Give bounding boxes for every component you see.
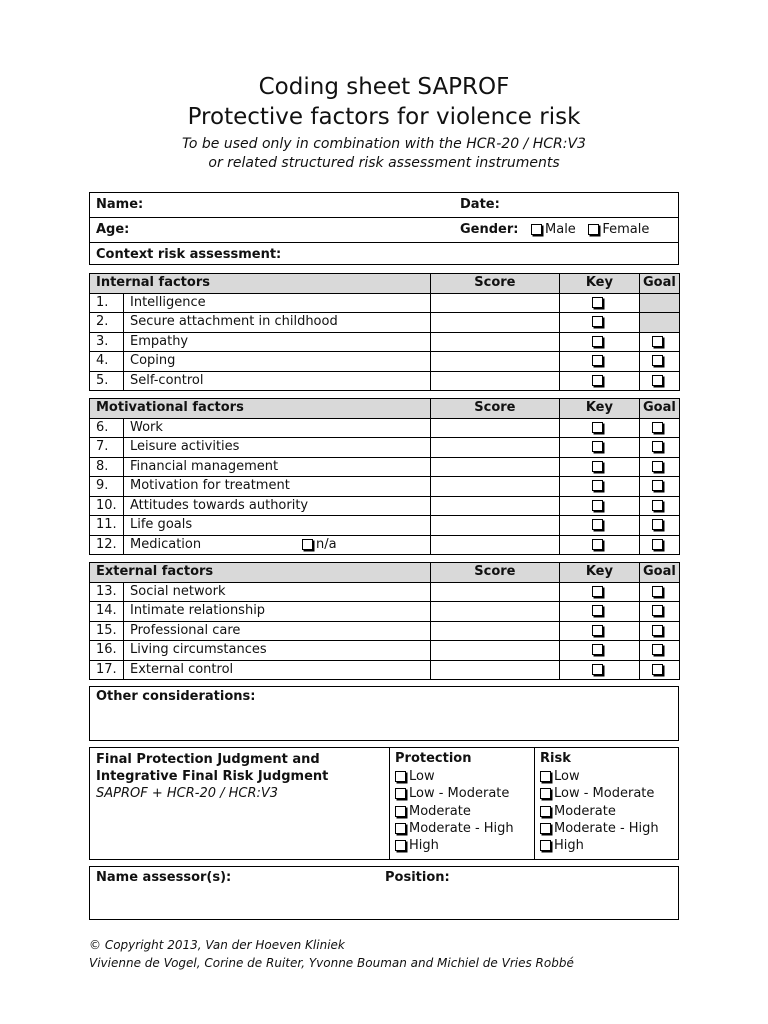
item-number: 10. <box>90 496 124 516</box>
final-judgment-box <box>89 747 679 860</box>
item-number: 13. <box>90 582 124 602</box>
score-cell[interactable] <box>430 477 559 497</box>
copyright-text: © Copyright 2013, Van der Hoeven Kliniek <box>89 938 345 952</box>
item-label: Financial management <box>124 457 431 477</box>
checkbox-icon[interactable] <box>395 840 406 851</box>
score-cell[interactable] <box>430 332 559 352</box>
risk-option-high[interactable]: High <box>540 837 659 854</box>
item-number: 16. <box>90 641 124 661</box>
judgment-title: Final Protection Judgment and Integrative Final Risk Judgment <box>96 752 329 784</box>
score-column-header: Score <box>430 274 559 294</box>
na-option[interactable]: n/a <box>302 537 337 553</box>
score-column-header: Score <box>430 399 559 419</box>
item-number: 9. <box>90 477 124 497</box>
table-row <box>90 332 680 352</box>
item-label: Intelligence <box>124 293 431 313</box>
checkbox-icon[interactable] <box>652 375 663 386</box>
item-number: 3. <box>90 332 124 352</box>
protection-option-low[interactable]: Low <box>395 768 514 785</box>
item-number: 15. <box>90 621 124 641</box>
subtitle-line1: To be used only in combination with the HCR-20 / HCR:V3 <box>182 136 586 152</box>
item-number: 2. <box>90 313 124 333</box>
checkbox-icon[interactable] <box>592 480 603 491</box>
goal-column-header: Goal <box>639 399 679 419</box>
checkbox-icon[interactable] <box>588 224 599 235</box>
table-row <box>90 418 680 438</box>
table-row <box>90 516 680 536</box>
checkbox-icon[interactable] <box>592 422 603 433</box>
key-cell <box>559 371 639 391</box>
gender-label: Gender: <box>460 222 519 237</box>
goal-cell <box>639 352 679 372</box>
table-row <box>90 477 680 497</box>
checkbox-icon[interactable] <box>592 441 603 452</box>
item-label: Secure attachment in childhood <box>124 313 431 333</box>
goal-cell <box>639 602 679 622</box>
key-cell <box>559 293 639 313</box>
checkbox-icon[interactable] <box>652 644 663 655</box>
goal-cell <box>639 332 679 352</box>
key-cell <box>559 477 639 497</box>
checkbox-icon[interactable] <box>540 806 551 817</box>
goal-cell <box>639 496 679 516</box>
checkbox-icon[interactable] <box>592 586 603 597</box>
assessor-position-label: Position: <box>385 870 450 885</box>
checkbox-icon[interactable] <box>652 586 663 597</box>
item-number: 6. <box>90 418 124 438</box>
item-label: Empathy <box>124 332 431 352</box>
item-number: 7. <box>90 438 124 458</box>
score-cell[interactable] <box>430 438 559 458</box>
item-label: Coping <box>124 352 431 372</box>
checkbox-icon[interactable] <box>652 664 663 675</box>
checkbox-icon[interactable] <box>302 539 313 550</box>
item-label: Social network <box>124 582 431 602</box>
score-cell[interactable] <box>430 660 559 680</box>
other-considerations-label: Other considerations: <box>96 689 256 704</box>
assessor-box[interactable] <box>89 866 679 920</box>
protection-option-low-moderate[interactable]: Low - Moderate <box>395 785 514 802</box>
checkbox-icon[interactable] <box>652 480 663 491</box>
key-cell <box>559 438 639 458</box>
checkbox-icon[interactable] <box>592 297 603 308</box>
item-label: Life goals <box>124 516 431 536</box>
table-row <box>90 293 680 313</box>
checkbox-icon[interactable] <box>592 644 603 655</box>
table-row <box>90 352 680 372</box>
item-number: 4. <box>90 352 124 372</box>
table-row <box>90 660 680 680</box>
item-label: Self-control <box>124 371 431 391</box>
checkbox-icon[interactable] <box>395 806 406 817</box>
judgment-subtitle: SAPROF + HCR-20 / HCR:V3 <box>96 786 279 801</box>
risk-column <box>534 748 679 859</box>
item-label: Medication <box>130 536 202 552</box>
risk-options <box>540 768 659 854</box>
protection-option-moderate-high[interactable]: Moderate - High <box>395 820 514 837</box>
gender-field <box>460 222 649 237</box>
table-row <box>90 457 680 477</box>
risk-heading: Risk <box>540 751 571 766</box>
key-cell <box>559 660 639 680</box>
key-cell <box>559 418 639 438</box>
table-row <box>90 602 680 622</box>
checkbox-icon[interactable] <box>652 441 663 452</box>
checkbox-icon[interactable] <box>395 788 406 799</box>
checkbox-icon[interactable] <box>540 788 551 799</box>
key-cell <box>559 352 639 372</box>
goal-cell <box>639 371 679 391</box>
score-cell[interactable] <box>430 293 559 313</box>
context-label: Context risk assessment: <box>96 247 282 262</box>
checkbox-icon[interactable] <box>592 355 603 366</box>
motivational-factors-heading: Motivational factors <box>90 399 431 419</box>
assessor-name-label: Name assessor(s): <box>96 870 232 885</box>
checkbox-icon[interactable] <box>652 539 663 550</box>
score-cell[interactable] <box>430 602 559 622</box>
item-number: 8. <box>90 457 124 477</box>
name-date-row <box>90 193 678 218</box>
checkbox-icon[interactable] <box>395 823 406 834</box>
goal-column-header: Goal <box>639 563 679 583</box>
protection-options <box>395 768 514 854</box>
item-label: Intimate relationship <box>124 602 431 622</box>
goal-cell <box>639 418 679 438</box>
risk-option-low[interactable]: Low <box>540 768 659 785</box>
internal-factors-heading: Internal factors <box>90 274 431 294</box>
checkbox-icon[interactable] <box>652 336 663 347</box>
date-label: Date: <box>460 197 500 212</box>
external-factors-heading: External factors <box>90 563 431 583</box>
authors-text: Vivienne de Vogel, Corine de Ruiter, Yvonne Bouman and Michiel de Vries Robbé <box>89 956 574 970</box>
item-number: 11. <box>90 516 124 536</box>
table-row <box>90 371 680 391</box>
score-cell[interactable] <box>430 352 559 372</box>
checkbox-icon[interactable] <box>592 664 603 675</box>
goal-cell <box>639 582 679 602</box>
internal-factors-table <box>89 273 680 391</box>
checkbox-icon[interactable] <box>540 840 551 851</box>
goal-column-header: Goal <box>639 274 679 294</box>
score-cell[interactable] <box>430 313 559 333</box>
table-row <box>90 496 680 516</box>
checkbox-icon[interactable] <box>592 375 603 386</box>
item-number: 17. <box>90 660 124 680</box>
name-label: Name: <box>96 197 144 212</box>
key-cell <box>559 496 639 516</box>
checkbox-icon[interactable] <box>652 461 663 472</box>
checkbox-icon[interactable] <box>592 316 603 327</box>
key-cell <box>559 457 639 477</box>
goal-cell <box>639 477 679 497</box>
checkbox-icon[interactable] <box>592 625 603 636</box>
score-column-header: Score <box>430 563 559 583</box>
goal-cell-disabled <box>639 293 679 313</box>
protection-option-high[interactable]: High <box>395 837 514 854</box>
item-label: Work <box>124 418 431 438</box>
age-gender-row <box>90 218 678 243</box>
checkbox-icon[interactable] <box>652 500 663 511</box>
item-number: 5. <box>90 371 124 391</box>
checkbox-icon[interactable] <box>592 519 603 530</box>
score-cell[interactable] <box>430 496 559 516</box>
score-cell[interactable] <box>430 621 559 641</box>
item-number: 14. <box>90 602 124 622</box>
item-label: Professional care <box>124 621 431 641</box>
key-cell <box>559 641 639 661</box>
client-info-box <box>89 192 679 265</box>
table-row <box>90 535 680 555</box>
score-cell[interactable] <box>430 535 559 555</box>
checkbox-icon[interactable] <box>652 519 663 530</box>
goal-cell <box>639 457 679 477</box>
key-cell <box>559 516 639 536</box>
checkbox-icon[interactable] <box>652 422 663 433</box>
external-factors-table <box>89 562 680 680</box>
checkbox-icon[interactable] <box>652 625 663 636</box>
goal-cell <box>639 516 679 536</box>
page-title-line2: Protective factors for violence risk <box>187 104 581 130</box>
item-number: 1. <box>90 293 124 313</box>
key-column-header: Key <box>559 399 639 419</box>
goal-cell <box>639 641 679 661</box>
table-row <box>90 621 680 641</box>
gender-male-option[interactable]: Male <box>531 222 576 237</box>
page-title: Coding sheet SAPROF <box>258 74 510 100</box>
key-cell <box>559 313 639 333</box>
key-column-header: Key <box>559 274 639 294</box>
key-cell <box>559 332 639 352</box>
key-column-header: Key <box>559 563 639 583</box>
checkbox-icon[interactable] <box>531 224 542 235</box>
judgment-title-cell <box>90 748 390 859</box>
gender-female-option[interactable]: Female <box>588 222 649 237</box>
item-label: Motivation for treatment <box>124 477 431 497</box>
score-cell[interactable] <box>430 516 559 536</box>
score-cell[interactable] <box>430 457 559 477</box>
score-cell[interactable] <box>430 582 559 602</box>
item-label-with-na <box>124 535 431 555</box>
key-cell <box>559 602 639 622</box>
goal-cell <box>639 621 679 641</box>
goal-cell <box>639 438 679 458</box>
risk-option-moderate[interactable]: Moderate <box>540 803 659 820</box>
context-row <box>90 243 678 267</box>
checkbox-icon[interactable] <box>540 823 551 834</box>
item-label: Attitudes towards authority <box>124 496 431 516</box>
table-row <box>90 582 680 602</box>
goal-cell <box>639 535 679 555</box>
key-cell <box>559 582 639 602</box>
checkbox-icon[interactable] <box>592 461 603 472</box>
table-row <box>90 438 680 458</box>
motivational-factors-table <box>89 398 680 555</box>
subtitle-line2: or related structured risk assessment instruments <box>208 155 560 171</box>
item-number: 12. <box>90 535 124 555</box>
checkbox-icon[interactable] <box>592 500 603 511</box>
key-cell <box>559 621 639 641</box>
other-considerations-box[interactable] <box>89 686 679 741</box>
item-label: Living circumstances <box>124 641 431 661</box>
protection-heading: Protection <box>395 751 472 766</box>
risk-option-low-moderate[interactable]: Low - Moderate <box>540 785 659 802</box>
table-row <box>90 313 680 333</box>
checkbox-icon[interactable] <box>540 771 551 782</box>
goal-cell-disabled <box>639 313 679 333</box>
score-cell[interactable] <box>430 371 559 391</box>
risk-option-moderate-high[interactable]: Moderate - High <box>540 820 659 837</box>
key-cell <box>559 535 639 555</box>
checkbox-icon[interactable] <box>395 771 406 782</box>
checkbox-icon[interactable] <box>652 355 663 366</box>
table-row <box>90 641 680 661</box>
age-label: Age: <box>96 222 130 237</box>
item-label: External control <box>124 660 431 680</box>
checkbox-icon[interactable] <box>592 539 603 550</box>
protection-column <box>389 748 535 859</box>
score-cell[interactable] <box>430 418 559 438</box>
item-label: Leisure activities <box>124 438 431 458</box>
protection-option-moderate[interactable]: Moderate <box>395 803 514 820</box>
checkbox-icon[interactable] <box>592 605 603 616</box>
score-cell[interactable] <box>430 641 559 661</box>
goal-cell <box>639 660 679 680</box>
checkbox-icon[interactable] <box>592 336 603 347</box>
checkbox-icon[interactable] <box>652 605 663 616</box>
